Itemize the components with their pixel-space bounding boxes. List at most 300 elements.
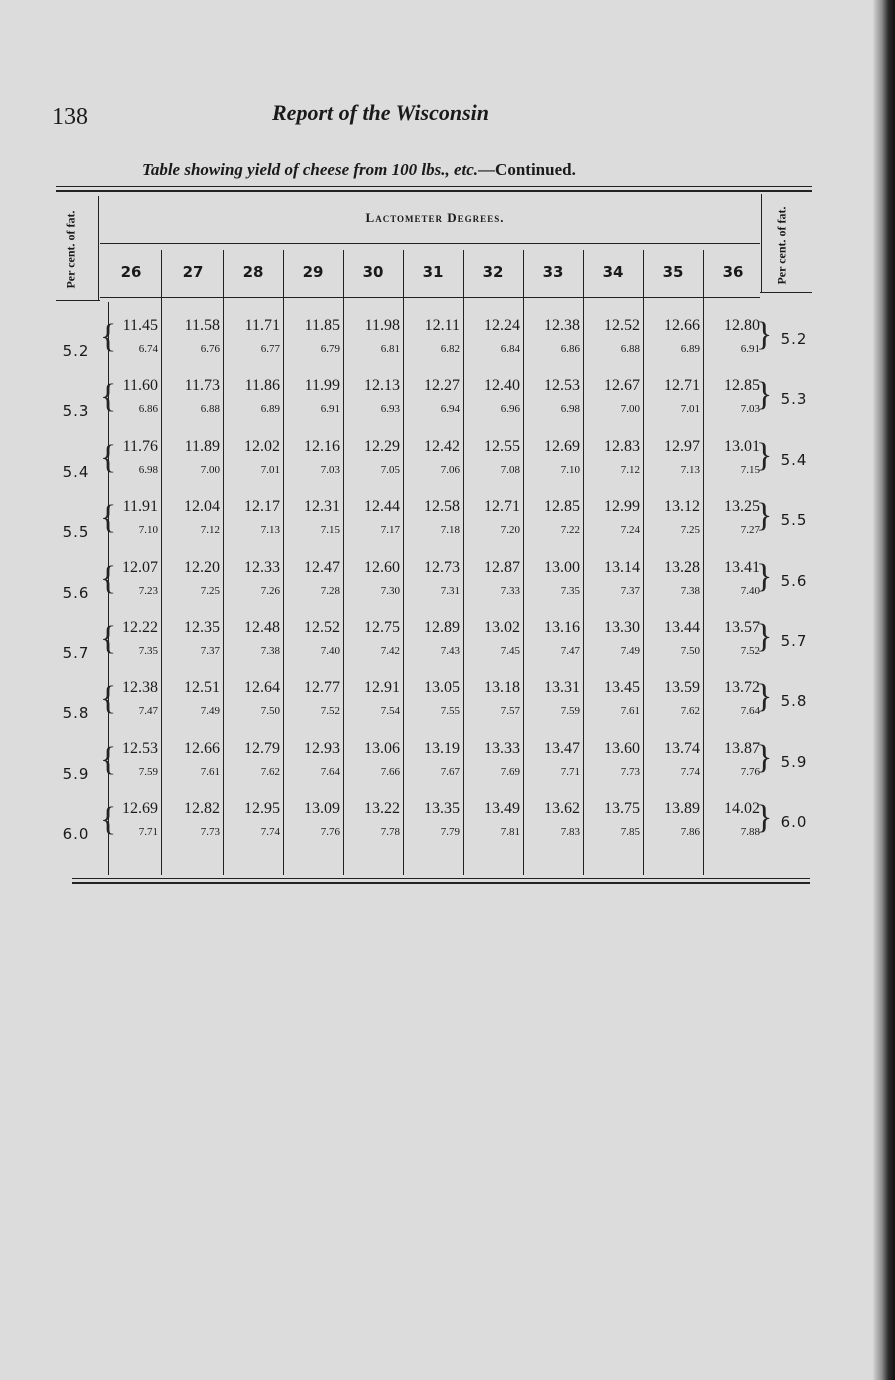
cheese-yield-sub-value: 7.12	[620, 463, 640, 476]
table-cell	[462, 497, 520, 537]
running-head: Report of the Wisconsin	[272, 100, 489, 125]
table-cell	[402, 799, 460, 839]
table-cell	[100, 558, 158, 598]
table-cell	[282, 558, 340, 598]
table-cell	[522, 739, 580, 779]
cheese-yield-sub-value: 6.82	[440, 343, 460, 355]
cheese-yield-sub-value: 7.38	[260, 645, 280, 657]
cheese-yield-sub-value: 7.50	[260, 705, 280, 718]
cheese-yield-sub-value: 6.86	[560, 343, 580, 355]
cheese-yield-sub-value: 7.49	[620, 645, 640, 657]
cheese-yield-value: 12.79	[244, 739, 280, 757]
table-cell	[282, 678, 340, 718]
column-header: 34	[602, 263, 624, 281]
cheese-yield-sub-value: 7.49	[200, 705, 220, 718]
row-brace-left: {	[100, 620, 117, 657]
table-cell	[582, 558, 640, 598]
cheese-yield-value: 12.40	[484, 377, 520, 395]
table-cell	[222, 437, 280, 477]
cheese-yield-value: 12.99	[604, 498, 640, 516]
table-cell	[462, 437, 520, 477]
cheese-yield-value: 13.89	[664, 800, 700, 818]
cheese-yield-sub-value: 7.67	[440, 765, 460, 778]
fat-label-right: 5.2	[780, 330, 808, 348]
cheese-yield-sub-value: 7.64	[740, 705, 760, 718]
table-cell	[342, 678, 400, 718]
cheese-yield-value: 13.19	[424, 739, 460, 757]
cheese-yield-value: 12.75	[364, 619, 400, 636]
table-cell	[402, 618, 460, 658]
cheese-yield-value: 12.24	[484, 317, 520, 334]
column-header: 31	[422, 263, 444, 281]
cheese-yield-value: 11.98	[364, 317, 400, 334]
row-brace-left: {	[100, 559, 117, 597]
fat-label-left: 5.5	[62, 523, 90, 542]
row-brace-left: {	[100, 740, 117, 778]
cheese-yield-sub-value: 7.15	[320, 524, 340, 537]
table-cell	[582, 497, 640, 537]
cheese-yield-value: 13.00	[544, 558, 580, 576]
fat-label-left: 5.7	[62, 644, 90, 662]
row-brace-left: {	[100, 680, 117, 718]
cheese-yield-sub-value: 7.43	[440, 645, 460, 657]
cheese-yield-sub-value: 7.17	[380, 524, 400, 537]
cheese-yield-sub-value: 6.88	[620, 343, 640, 355]
cheese-yield-sub-value: 7.86	[680, 826, 700, 839]
group-title-underline	[100, 243, 760, 244]
cheese-yield-sub-value: 7.13	[260, 524, 280, 537]
cheese-yield-value: 11.58	[184, 317, 220, 334]
cheese-yield-value: 11.85	[304, 317, 340, 334]
table-cell	[462, 376, 520, 416]
table-cell	[342, 376, 400, 416]
table-cell	[642, 618, 700, 658]
cheese-yield-value: 12.02	[244, 437, 280, 455]
table-cell	[342, 799, 400, 839]
table-cell	[522, 558, 580, 598]
cheese-yield-sub-value: 7.71	[138, 826, 158, 839]
table-cell	[462, 558, 520, 598]
cheese-yield-sub-value: 6.74	[138, 343, 158, 355]
cheese-yield-sub-value: 7.00	[200, 463, 220, 476]
cheese-yield-value: 12.67	[604, 377, 640, 395]
table-cell	[162, 437, 220, 477]
cheese-yield-value: 13.44	[664, 619, 700, 636]
cheese-yield-sub-value: 7.76	[320, 826, 340, 839]
cheese-yield-sub-value: 7.62	[260, 765, 280, 778]
cheese-yield-value: 13.02	[484, 619, 520, 636]
cheese-yield-value: 12.60	[364, 558, 400, 576]
cheese-yield-value: 13.45	[604, 679, 640, 697]
cheese-yield-sub-value: 7.35	[138, 645, 158, 657]
cheese-yield-value: 13.31	[544, 679, 580, 697]
table-cell	[402, 558, 460, 598]
table-cell	[100, 437, 158, 477]
cheese-yield-value: 12.51	[184, 679, 220, 697]
cheese-yield-value: 12.89	[424, 619, 460, 636]
table-cell	[642, 739, 700, 779]
table-cell	[402, 497, 460, 537]
table-cell	[282, 437, 340, 477]
cheese-yield-value: 11.73	[184, 377, 220, 395]
table-cell	[462, 678, 520, 718]
table-cell	[642, 678, 700, 718]
table-caption	[142, 160, 576, 180]
column-header: 29	[302, 263, 324, 281]
fat-label-left: 5.3	[62, 402, 90, 421]
table-cell	[282, 497, 340, 537]
column-header: 32	[482, 263, 504, 281]
cheese-yield-sub-value: 7.05	[380, 463, 400, 476]
cheese-yield-value: 12.97	[664, 437, 700, 455]
cheese-yield-sub-value: 7.28	[320, 584, 340, 597]
cheese-yield-sub-value: 7.01	[260, 463, 280, 476]
table-cell	[642, 376, 700, 416]
table-cell	[162, 678, 220, 718]
table-cell	[462, 799, 520, 839]
cheese-yield-sub-value: 7.69	[500, 765, 520, 778]
cheese-yield-value: 13.74	[664, 739, 700, 757]
cheese-yield-sub-value: 7.45	[500, 645, 520, 657]
table-cell	[100, 316, 158, 356]
cheese-yield-value: 12.22	[122, 619, 158, 636]
fat-label-right: 5.6	[780, 571, 808, 590]
cheese-yield-value: 12.71	[484, 498, 520, 516]
table-cell	[100, 739, 158, 779]
cheese-yield-value: 11.86	[244, 377, 280, 395]
table-cell	[702, 678, 760, 718]
table-cell	[282, 618, 340, 658]
table-cell	[702, 316, 760, 356]
cheese-yield-sub-value: 7.83	[560, 826, 580, 839]
cheese-yield-value: 12.16	[304, 437, 340, 455]
table-cell	[522, 618, 580, 658]
table-cell	[282, 376, 340, 416]
fat-label-left: 5.4	[62, 462, 90, 481]
row-brace-right: }	[756, 618, 773, 655]
table-cell	[522, 799, 580, 839]
table-cell	[702, 739, 760, 779]
cheese-yield-value: 12.95	[244, 800, 280, 818]
cheese-yield-sub-value: 7.24	[620, 524, 640, 537]
cheese-yield-sub-value: 6.84	[500, 343, 520, 355]
cheese-yield-sub-value: 7.79	[440, 826, 460, 839]
row-brace-left: {	[100, 318, 117, 355]
table-cell	[462, 316, 520, 356]
cheese-yield-value: 13.25	[724, 498, 760, 516]
cheese-yield-value: 12.44	[364, 498, 400, 516]
fat-label-left: 6.0	[62, 825, 90, 844]
cheese-yield-value: 11.71	[244, 317, 280, 334]
top-rule-thick	[56, 190, 812, 192]
table-cell	[342, 497, 400, 537]
table-cell	[702, 437, 760, 477]
cheese-yield-sub-value: 7.10	[560, 463, 580, 476]
fat-label-right: 5.5	[780, 511, 808, 530]
cheese-yield-sub-value: 7.85	[620, 826, 640, 839]
table-cell	[402, 437, 460, 477]
top-rule-thin	[56, 186, 812, 187]
cheese-yield-sub-value: 7.47	[138, 705, 158, 718]
cheese-yield-value: 12.91	[364, 679, 400, 697]
fat-label-right: 5.3	[780, 390, 808, 409]
table-cell	[642, 316, 700, 356]
row-brace-right: }	[756, 316, 773, 353]
cheese-yield-sub-value: 7.20	[500, 524, 520, 537]
cheese-yield-value: 12.58	[424, 498, 460, 516]
cheese-yield-sub-value: 6.93	[380, 403, 400, 416]
table-cell	[222, 799, 280, 839]
table-cell	[222, 618, 280, 658]
fat-label-left: 5.9	[62, 764, 90, 783]
cheese-yield-value: 13.22	[364, 800, 400, 818]
cheese-yield-value: 12.38	[544, 317, 580, 334]
row-brace-left: {	[100, 378, 117, 416]
cheese-yield-sub-value: 6.86	[138, 403, 158, 416]
column-header: 36	[722, 263, 744, 281]
cheese-yield-sub-value: 7.73	[200, 826, 220, 839]
table-cell	[222, 558, 280, 598]
table-cell	[402, 376, 460, 416]
cheese-yield-sub-value: 7.71	[560, 765, 580, 778]
table-cell	[402, 739, 460, 779]
cheese-yield-sub-value: 6.88	[200, 403, 220, 416]
cheese-yield-sub-value: 6.98	[138, 463, 158, 476]
cheese-yield-sub-value: 7.38	[680, 584, 700, 597]
column-header: 27	[182, 263, 204, 281]
cheese-yield-sub-value: 7.73	[620, 765, 640, 778]
cheese-yield-value: 11.89	[184, 437, 220, 455]
cheese-yield-sub-value: 7.37	[620, 584, 640, 597]
cheese-yield-sub-value: 7.01	[680, 403, 700, 416]
cheese-yield-value: 13.12	[664, 498, 700, 516]
cheese-yield-value: 11.91	[122, 498, 158, 516]
cheese-yield-value: 13.30	[604, 619, 640, 636]
cheese-yield-sub-value: 7.40	[740, 584, 760, 597]
cheese-yield-value: 12.27	[424, 377, 460, 395]
table-cell	[222, 316, 280, 356]
cheese-yield-sub-value: 7.27	[740, 524, 760, 537]
cheese-yield-value: 12.73	[424, 558, 460, 576]
table-cell	[100, 678, 158, 718]
cheese-yield-sub-value: 7.35	[560, 584, 580, 597]
table-cell	[100, 618, 158, 658]
table-cell	[582, 799, 640, 839]
cheese-yield-sub-value: 6.89	[680, 343, 700, 355]
cheese-yield-sub-value: 7.47	[560, 645, 580, 657]
bottom-rule-thick	[72, 882, 810, 884]
cheese-yield-value: 12.52	[304, 619, 340, 636]
table-cell	[162, 558, 220, 598]
cheese-yield-sub-value: 7.31	[440, 584, 460, 597]
cheese-yield-sub-value: 7.76	[740, 765, 760, 778]
cheese-yield-value: 12.53	[544, 377, 580, 395]
table-cell	[642, 497, 700, 537]
cheese-yield-value: 12.66	[184, 739, 220, 757]
column-header: 26	[120, 263, 142, 281]
cheese-yield-value: 13.41	[724, 558, 760, 576]
cheese-yield-value: 12.93	[304, 739, 340, 757]
cheese-yield-value: 13.87	[724, 739, 760, 757]
table-cell	[282, 316, 340, 356]
row-brace-right: }	[756, 799, 773, 837]
table-cell	[342, 437, 400, 477]
table-cell	[100, 376, 158, 416]
fat-label-left: 5.6	[62, 583, 90, 602]
cheese-yield-value: 13.75	[604, 800, 640, 818]
table-cell	[162, 739, 220, 779]
cheese-yield-sub-value: 7.59	[138, 765, 158, 778]
cheese-yield-value: 12.33	[244, 558, 280, 576]
header-bottom-rule-right	[760, 292, 812, 293]
cheese-yield-sub-value: 7.59	[560, 705, 580, 718]
table-cell	[100, 799, 158, 839]
cheese-yield-sub-value: 7.33	[500, 584, 520, 597]
cheese-yield-value: 12.52	[604, 317, 640, 334]
cheese-yield-value: 12.80	[724, 317, 760, 334]
cheese-yield-value: 12.69	[544, 437, 580, 455]
table-cell	[342, 739, 400, 779]
cheese-yield-sub-value: 6.91	[320, 403, 340, 416]
table-cell	[702, 558, 760, 598]
cheese-yield-value: 13.05	[424, 679, 460, 697]
side-header-right: Per cent. of fat.	[774, 205, 789, 285]
cheese-yield-value: 14.02	[724, 800, 760, 818]
table-cell	[522, 376, 580, 416]
cheese-yield-sub-value: 7.40	[320, 645, 340, 657]
cheese-yield-value: 13.18	[484, 679, 520, 697]
cheese-yield-sub-value: 7.54	[380, 705, 400, 718]
cheese-yield-value: 12.85	[544, 498, 580, 516]
cheese-yield-value: 11.76	[122, 437, 158, 455]
cheese-yield-value: 12.77	[304, 679, 340, 697]
table-cell	[642, 799, 700, 839]
table-cell	[162, 497, 220, 537]
cheese-yield-value: 12.20	[184, 558, 220, 576]
cheese-yield-sub-value: 7.52	[740, 645, 760, 657]
cheese-yield-value: 12.47	[304, 558, 340, 576]
table-cell	[100, 497, 158, 537]
table-cell	[402, 316, 460, 356]
row-brace-right: }	[756, 436, 773, 474]
cheese-yield-value: 12.38	[122, 679, 158, 697]
cheese-yield-sub-value: 7.26	[260, 584, 280, 597]
cheese-yield-value: 13.57	[724, 619, 760, 636]
cheese-yield-value: 12.69	[122, 800, 158, 818]
column-header: 33	[542, 263, 564, 281]
table-cell	[582, 437, 640, 477]
group-title: Lactometer Degrees.	[365, 210, 505, 225]
page-number: 138	[52, 104, 88, 130]
cheese-yield-value: 13.35	[424, 800, 460, 818]
table-cell	[462, 739, 520, 779]
table-cell	[642, 437, 700, 477]
cheese-yield-value: 12.53	[122, 739, 158, 757]
cheese-yield-sub-value: 7.42	[380, 645, 400, 657]
header-bottom-rule-left	[56, 300, 100, 301]
table-cell	[702, 497, 760, 537]
row-brace-left: {	[100, 438, 117, 476]
table-cell	[402, 678, 460, 718]
cheese-yield-sub-value: 7.64	[320, 765, 340, 778]
cheese-yield-sub-value: 7.61	[620, 705, 640, 718]
row-brace-right: }	[756, 738, 773, 776]
cheese-yield-sub-value: 7.18	[440, 524, 460, 537]
cheese-yield-sub-value: 6.98	[560, 403, 580, 416]
cheese-yield-value: 13.59	[664, 679, 700, 697]
cheese-yield-value: 13.49	[484, 800, 520, 818]
cheese-yield-sub-value: 6.94	[440, 403, 460, 416]
table-cell	[522, 437, 580, 477]
cheese-yield-sub-value: 7.00	[620, 403, 640, 416]
cheese-yield-value: 12.48	[244, 619, 280, 636]
table-cell	[702, 376, 760, 416]
table-cell	[462, 618, 520, 658]
cheese-yield-value: 12.17	[244, 498, 280, 516]
cheese-yield-sub-value: 7.78	[380, 826, 400, 839]
table-cell	[162, 799, 220, 839]
table-cell	[522, 678, 580, 718]
cheese-yield-value: 12.82	[184, 800, 220, 818]
fat-label-right: 5.4	[780, 450, 808, 469]
cheese-yield-value: 12.29	[364, 437, 400, 455]
side-header-divider-left	[98, 196, 99, 300]
cheese-yield-value: 13.62	[544, 800, 580, 818]
table-cell	[702, 618, 760, 658]
cheese-yield-value: 12.64	[244, 679, 280, 697]
cheese-yield-sub-value: 7.55	[440, 705, 460, 718]
cheese-yield-value: 11.60	[122, 377, 158, 395]
cheese-yield-value: 12.85	[724, 377, 760, 395]
table-cell	[702, 799, 760, 839]
table-caption-continued: —Continued.	[478, 160, 576, 179]
cheese-yield-sub-value: 7.03	[320, 463, 340, 476]
table-cell	[222, 497, 280, 537]
table-cell	[582, 316, 640, 356]
cheese-yield-value: 12.55	[484, 437, 520, 455]
fat-label-right: 5.8	[780, 692, 808, 711]
cheese-yield-value: 12.07	[122, 558, 158, 576]
cheese-yield-sub-value: 7.30	[380, 584, 400, 597]
table-cell	[522, 497, 580, 537]
table-cell	[222, 678, 280, 718]
column-header: 28	[242, 263, 264, 281]
cheese-yield-sub-value: 7.25	[200, 584, 220, 597]
cheese-yield-value: 13.01	[724, 437, 760, 455]
row-brace-left: {	[100, 801, 117, 839]
cheese-yield-value: 12.31	[304, 498, 340, 516]
table-cell	[162, 618, 220, 658]
table-cell	[582, 739, 640, 779]
cheese-yield-value: 12.83	[604, 437, 640, 455]
table-cell	[582, 678, 640, 718]
cheese-yield-value: 13.47	[544, 739, 580, 757]
side-header-left: Per cent. of fat.	[63, 209, 78, 289]
cheese-yield-value: 12.13	[364, 377, 400, 395]
cheese-yield-sub-value: 7.13	[680, 463, 700, 476]
table-cell	[582, 376, 640, 416]
cheese-yield-value: 11.99	[304, 377, 340, 395]
table-cell	[342, 618, 400, 658]
cheese-yield-sub-value: 7.74	[260, 826, 280, 839]
table-cell	[282, 799, 340, 839]
cheese-yield-value: 12.87	[484, 558, 520, 576]
cheese-yield-value: 13.06	[364, 739, 400, 757]
fat-label-right: 6.0	[780, 813, 808, 832]
row-brace-left: {	[100, 499, 117, 537]
cheese-yield-value: 13.60	[604, 739, 640, 757]
table-caption-italic: Table showing yield of cheese from 100 lbs., etc.	[142, 160, 479, 179]
